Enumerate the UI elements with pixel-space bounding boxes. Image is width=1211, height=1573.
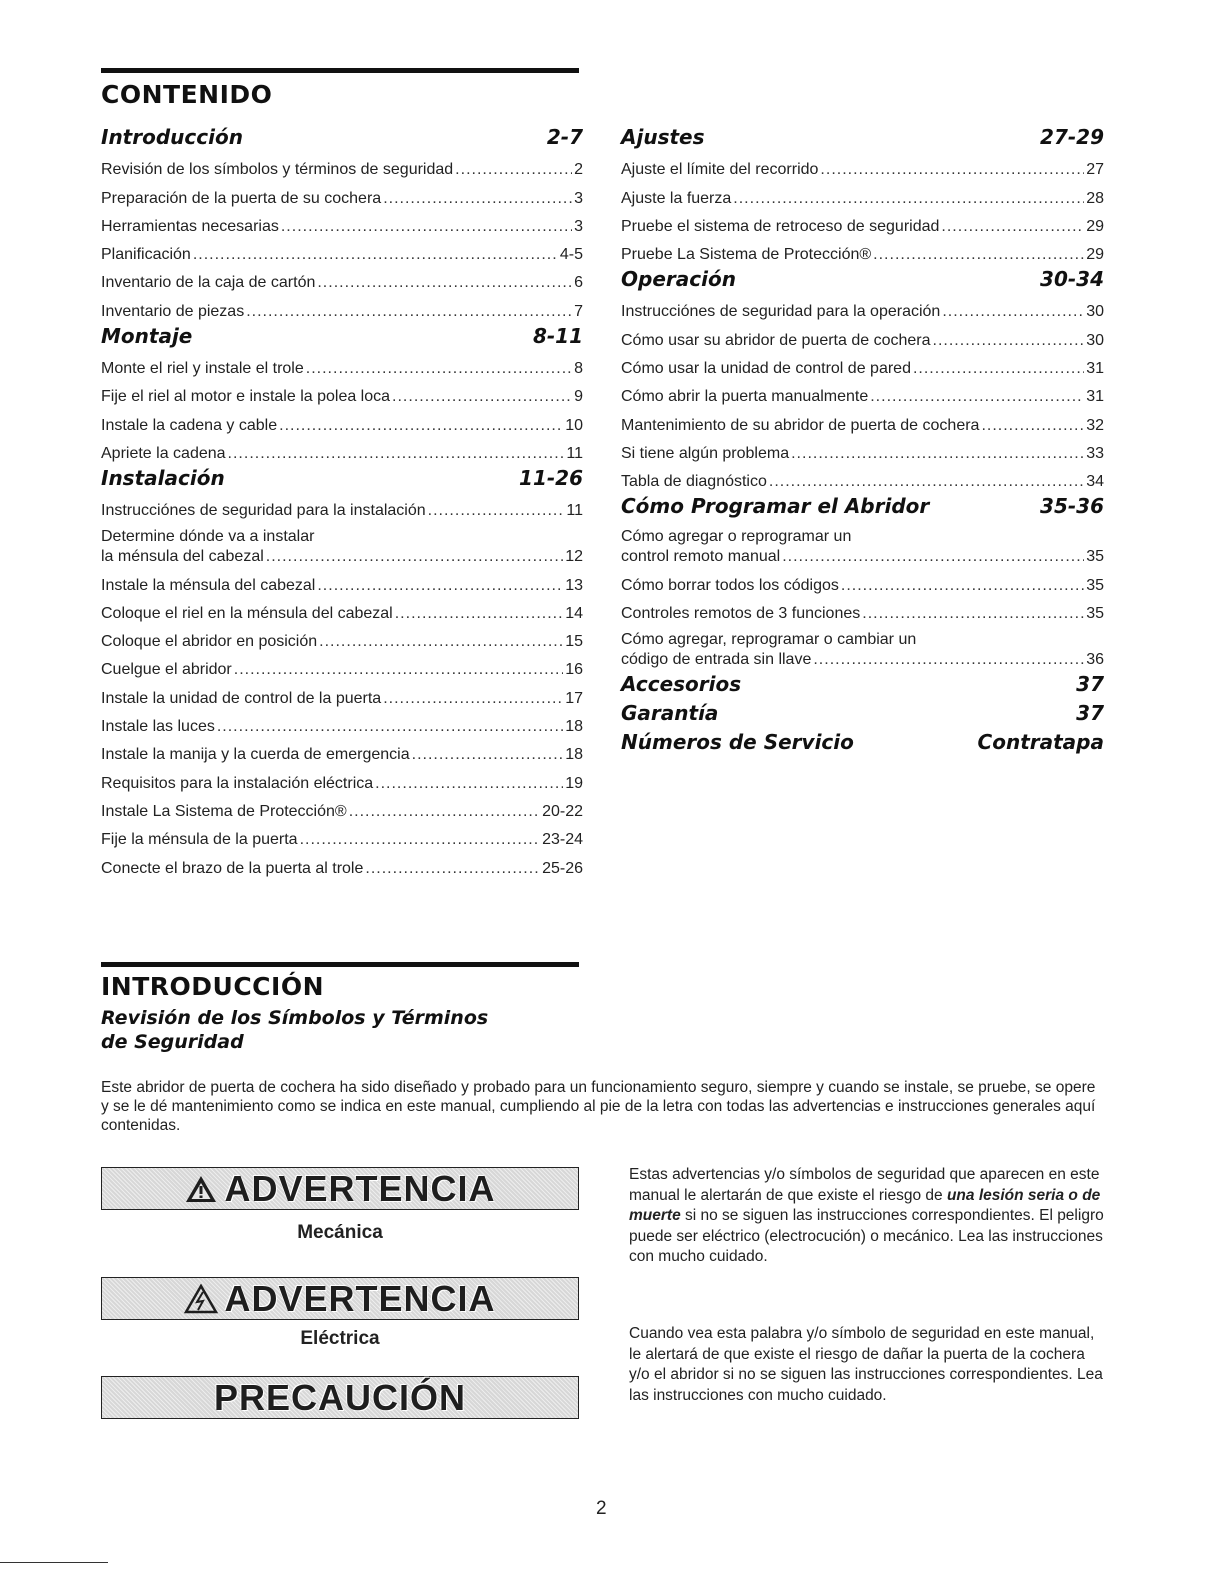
toc-entry (101, 850, 583, 878)
toc-entry-page: 7 (574, 302, 583, 320)
toc-entry-text: Apriete la cadena (101, 444, 226, 462)
toc-entry-leader (279, 416, 563, 436)
toc-section-title: Introducción (101, 125, 243, 149)
toc-entry-text: Instale la cadena y cable (101, 416, 278, 434)
toc-section-heading (101, 464, 583, 493)
toc-entry-leader (306, 359, 572, 379)
toc-entry-page: 10 (565, 416, 583, 434)
toc-entry-page: 31 (1086, 388, 1104, 406)
toc-section-title: Números de Servicio (621, 729, 854, 754)
toc-entry (621, 624, 1104, 670)
toc-entry-line1: Cómo agregar, reprogramar o cambiar un (621, 630, 917, 648)
toc-entry (621, 379, 1104, 407)
toc-entry (101, 794, 583, 822)
toc-entry-text: la ménsula del cabezal (101, 548, 264, 566)
toc-entry-page: 15 (565, 633, 583, 651)
toc-entry-leader (217, 717, 563, 737)
toc-entry-page: 12 (565, 548, 583, 566)
toc-section-title: Cómo Programar el Abridor (621, 494, 930, 519)
intro-paragraph: Este abridor de puerta de cochera ha sido diseñado y probado para un funcionamiento seguro, siempre y cuando se instale, se pruebe, se opere y se le dé mantenimiento como se indica en este manual, cumpliendo al pie de la letra con todas las advertencias e instrucciones generales aquí contenidas. (101, 1079, 1096, 1134)
toc-entry-text: Mantenimiento de su abridor de puerta de cochera (621, 416, 980, 434)
toc-entry (101, 209, 583, 237)
toc-entry-leader (300, 830, 541, 850)
toc-entry-page: 14 (565, 604, 583, 622)
toc-entry-page: 33 (1086, 444, 1104, 462)
toc-entry-leader (941, 217, 1084, 237)
toc-entry-text: Revisión de los símbolos y términos de seguridad (101, 161, 454, 179)
toc-entry-page: 19 (565, 774, 583, 792)
toc-entry-text: Instrucciónes de seguridad para la instalación (101, 502, 426, 520)
toc-entry-leader (281, 217, 572, 237)
toc-entry (101, 567, 583, 595)
toc-entry (621, 521, 1104, 567)
toc-entry (621, 322, 1104, 350)
toc-section-pages: 37 (1076, 671, 1104, 696)
electrical-caption: Eléctrica (300, 1328, 380, 1349)
toc-section-title: Montaje (101, 323, 193, 348)
toc-entry-page: 18 (565, 718, 583, 736)
toc-entry-page: 2 (574, 161, 583, 179)
toc-entry-leader (319, 632, 563, 652)
toc-entry (101, 436, 583, 464)
toc-entry-page: 17 (565, 689, 583, 707)
toc-entry-page: 11 (566, 444, 583, 462)
toc-entry-page: 8 (574, 360, 583, 378)
toc-entry-text: control remoto manual (621, 548, 781, 566)
toc-entry-text: Instale la unidad de control de la puerta (101, 689, 382, 707)
toc-entry-page: 23-24 (542, 831, 583, 849)
intro-subtitle (101, 1006, 488, 1054)
toc-entry-text: Inventario de piezas (101, 302, 245, 320)
warning-banner-electrical (101, 1277, 579, 1320)
toc-entry-page: 16 (565, 661, 583, 679)
toc-section-pages: 11-26 (519, 465, 583, 490)
toc-entry-page: 25-26 (542, 859, 583, 877)
toc-entry-leader (733, 189, 1084, 209)
toc-entry (101, 521, 583, 567)
toc-section-heading (621, 728, 1104, 757)
toc-section-title: Accesorios (621, 671, 742, 696)
toc-entry (101, 680, 583, 708)
toc-section-title: Instalación (101, 465, 225, 490)
caution-explanation: Cuando vea esta palabra y/o símbolo de seguridad en este manual, le alertará de que existe el riesgo de dañar la puerta de la cochera y/o el abridor si no se siguen las instrucciones correspondientes. Lea las instrucciones con mucho cuidado. (629, 1325, 1103, 1404)
toc-entry (621, 294, 1104, 322)
toc-entry-text: Cómo abrir la puerta manualmente (621, 388, 869, 406)
warning-banner-mechanical-label: ADVERTENCIA (224, 1167, 496, 1209)
toc-section-pages: 8-11 (532, 323, 583, 348)
toc-entry-page: 34 (1086, 473, 1104, 491)
toc-entry-leader (266, 547, 563, 567)
toc-entry-text: Conecte el brazo de la puerta al trole (101, 859, 364, 877)
warning-explanation-part2: si no se siguen las instrucciones correspondientes. El peligro puede ser eléctrico (electrocución) o mecánico. Lea las instrucciones con mucho cuidado. (629, 1207, 1104, 1265)
toc-section-title: Ajustes (621, 125, 705, 149)
toc-entry-page: 29 (1086, 246, 1104, 264)
toc-entry-text: Fije la ménsula de la puerta (101, 831, 298, 849)
caution-banner (101, 1376, 579, 1419)
toc-entry (101, 765, 583, 793)
toc-entry-leader (820, 160, 1084, 180)
toc-entry (101, 624, 583, 652)
toc-entry-leader (769, 472, 1084, 492)
toc-entry-leader (870, 387, 1084, 407)
toc-entry (101, 822, 583, 850)
intro-top-rule (101, 962, 579, 967)
toc-entry-text: código de entrada sin llave (621, 650, 812, 668)
toc-entry-leader (246, 302, 572, 322)
toc-entry (621, 237, 1104, 265)
toc-entry-text: Instale La Sistema de Protección® (101, 802, 347, 820)
toc-entry-text: Preparación de la puerta de su cochera (101, 189, 382, 207)
footer-rule (0, 1562, 108, 1563)
toc-entry (621, 436, 1104, 464)
contents-heading: CONTENIDO (101, 80, 273, 109)
intro-subtitle-line2: de Seguridad (101, 1031, 244, 1053)
toc-entry-page: 6 (574, 274, 583, 292)
toc-entry (101, 180, 583, 208)
toc-entry (101, 152, 583, 180)
toc-entry (621, 180, 1104, 208)
toc-entry-text: Instrucciónes de seguridad para la operación (621, 303, 941, 321)
toc-entry-page: 11 (566, 502, 583, 520)
toc-section-heading (101, 322, 583, 351)
toc-entry-page: 31 (1086, 360, 1104, 378)
toc-entry-leader (813, 650, 1084, 670)
toc-section-title: Garantía (621, 700, 719, 725)
toc-entry-leader (228, 444, 565, 464)
warning-explanation-emphasis: una lesión seria o de muerte (629, 1186, 1101, 1224)
toc-entry-text: Pruebe el sistema de retroceso de seguridad (621, 217, 940, 235)
toc-entry (621, 464, 1104, 492)
toc-entry-text: Fije el riel al motor e instale la polea loca (101, 388, 391, 406)
page-number: 2 (596, 1498, 607, 1519)
toc-entry-text: Monte el riel y instale el trole (101, 360, 304, 378)
warning-explanation (629, 1165, 1107, 1268)
mechanical-caption: Mecánica (297, 1222, 383, 1243)
toc-entry-text: Si tiene algún problema (621, 444, 790, 462)
toc-entry (101, 265, 583, 293)
warning-explanation-part1: Estas advertencias y/o símbolos de seguridad que aparecen en este manual le alertarán de que existe el riesgo de (629, 1166, 1100, 1204)
toc-entry-page: 29 (1086, 217, 1104, 235)
toc-entry-leader (392, 387, 572, 407)
toc-entry (621, 407, 1104, 435)
toc-entry-text: Cómo borrar todos los códigos (621, 576, 839, 594)
toc-section-pages: 37 (1076, 700, 1104, 725)
toc-entry-text: Instale la manija y la cuerda de emergencia (101, 746, 410, 764)
toc-entry-line1: Cómo agregar o reprogramar un (621, 528, 852, 546)
toc-entry-page: 28 (1086, 189, 1104, 207)
toc-entry-page: 36 (1086, 650, 1104, 668)
warning-banner-mechanical (101, 1167, 579, 1210)
toc-entry-text: Cómo usar su abridor de puerta de cochera (621, 331, 931, 349)
toc-entry-leader (428, 501, 565, 521)
toc-entry-text: Instale la ménsula del cabezal (101, 576, 316, 594)
toc-entry-text: Cuelgue el abridor (101, 661, 232, 679)
toc-entry-page: 30 (1086, 331, 1104, 349)
toc-entry-page: 20-22 (542, 802, 583, 820)
toc-entry-page: 4-5 (559, 246, 583, 264)
toc-entry-leader (383, 189, 572, 209)
toc-entry-text: Ajuste la fuerza (621, 189, 732, 207)
toc-entry (101, 596, 583, 624)
toc-entry-text: Ajuste el límite del recorrido (621, 161, 819, 179)
toc-section-heading (101, 123, 583, 152)
toc-entry-leader (383, 689, 563, 709)
toc-entry-page: 27 (1086, 161, 1104, 179)
toc-entry (101, 652, 583, 680)
toc-entry-page: 9 (574, 388, 583, 406)
toc-entry-leader (981, 416, 1084, 436)
toc-section-pages: 35-36 (1040, 494, 1104, 519)
toc-entry-leader (933, 331, 1085, 351)
toc-entry (621, 596, 1104, 624)
toc-entry-text: Tabla de diagnóstico (621, 473, 767, 491)
toc-entry-page: 35 (1086, 548, 1104, 566)
toc-section-heading (621, 670, 1104, 699)
toc-section-pages: Contratapa (977, 729, 1104, 754)
toc-entry (621, 567, 1104, 595)
electric-warning-icon (184, 1284, 218, 1314)
toc-entry-leader (862, 604, 1084, 624)
toc-entry-leader (317, 273, 572, 293)
toc-entry-leader (841, 576, 1084, 596)
toc-entry (621, 351, 1104, 379)
toc-entry-leader (395, 604, 563, 624)
toc-entry (101, 379, 583, 407)
toc-entry-leader (375, 774, 563, 794)
toc-entry-leader (412, 745, 564, 765)
warning-triangle-icon (184, 1174, 218, 1204)
toc-section-heading (621, 699, 1104, 728)
toc-entry-leader (365, 859, 540, 879)
contents-top-rule (101, 68, 579, 73)
toc-entry (101, 493, 583, 521)
intro-heading: INTRODUCCIÓN (101, 972, 325, 1001)
toc-section-title: Operación (621, 267, 736, 292)
toc-entry (101, 237, 583, 265)
toc-entry-text: Inventario de la caja de cartón (101, 274, 316, 292)
toc-entry-text: Coloque el riel en la ménsula del cabezal (101, 604, 393, 622)
toc-entry-line1: Determine dónde va a instalar (101, 528, 315, 546)
toc-entry-page: 3 (574, 189, 583, 207)
toc-right-column (621, 123, 1104, 757)
toc-entry-leader (873, 245, 1084, 265)
toc-entry-leader (791, 444, 1084, 464)
toc-entry-page: 30 (1086, 303, 1104, 321)
toc-entry-leader (349, 802, 540, 822)
toc-section-heading (621, 265, 1104, 294)
toc-left-column (101, 123, 583, 879)
toc-entry-page: 35 (1086, 604, 1104, 622)
toc-section-pages: 30-34 (1040, 267, 1104, 292)
toc-entry-page: 18 (565, 746, 583, 764)
toc-entry-leader (193, 245, 558, 265)
toc-entry-text: Cómo usar la unidad de control de pared (621, 360, 911, 378)
toc-entry (101, 737, 583, 765)
toc-entry-text: Requisitos para la instalación eléctrica (101, 774, 374, 792)
toc-entry-leader (913, 359, 1084, 379)
toc-entry (621, 152, 1104, 180)
toc-entry (101, 351, 583, 379)
toc-entry-leader (234, 660, 563, 680)
intro-subtitle-line1: Revisión de los Símbolos y Términos (101, 1007, 489, 1029)
toc-entry-page: 35 (1086, 576, 1104, 594)
toc-section-heading (621, 492, 1104, 521)
toc-entry-leader (455, 160, 572, 180)
caution-banner-label: PRECAUCIÓN (213, 1376, 466, 1418)
toc-entry-text: Instale las luces (101, 718, 215, 736)
toc-section-heading (621, 123, 1104, 152)
toc-entry-text: Planificación (101, 246, 191, 264)
toc-entry (621, 209, 1104, 237)
toc-entry-page: 13 (565, 576, 583, 594)
toc-entry-leader (942, 302, 1084, 322)
toc-entry-text: Herramientas necesarias (101, 217, 279, 235)
toc-entry-page: 3 (574, 217, 583, 235)
toc-entry-page: 32 (1086, 416, 1104, 434)
toc-entry-leader (782, 547, 1084, 567)
toc-section-pages: 2-7 (546, 125, 583, 149)
toc-entry-text: Pruebe La Sistema de Protección® (621, 246, 872, 264)
toc-entry (101, 407, 583, 435)
toc-entry-leader (317, 576, 563, 596)
toc-entry (101, 709, 583, 737)
toc-section-pages: 27-29 (1040, 125, 1104, 149)
warning-banner-electrical-label: ADVERTENCIA (224, 1277, 496, 1319)
toc-entry-text: Coloque el abridor en posición (101, 633, 318, 651)
toc-entry-text: Controles remotos de 3 funciones (621, 604, 861, 622)
toc-entry (101, 293, 583, 321)
